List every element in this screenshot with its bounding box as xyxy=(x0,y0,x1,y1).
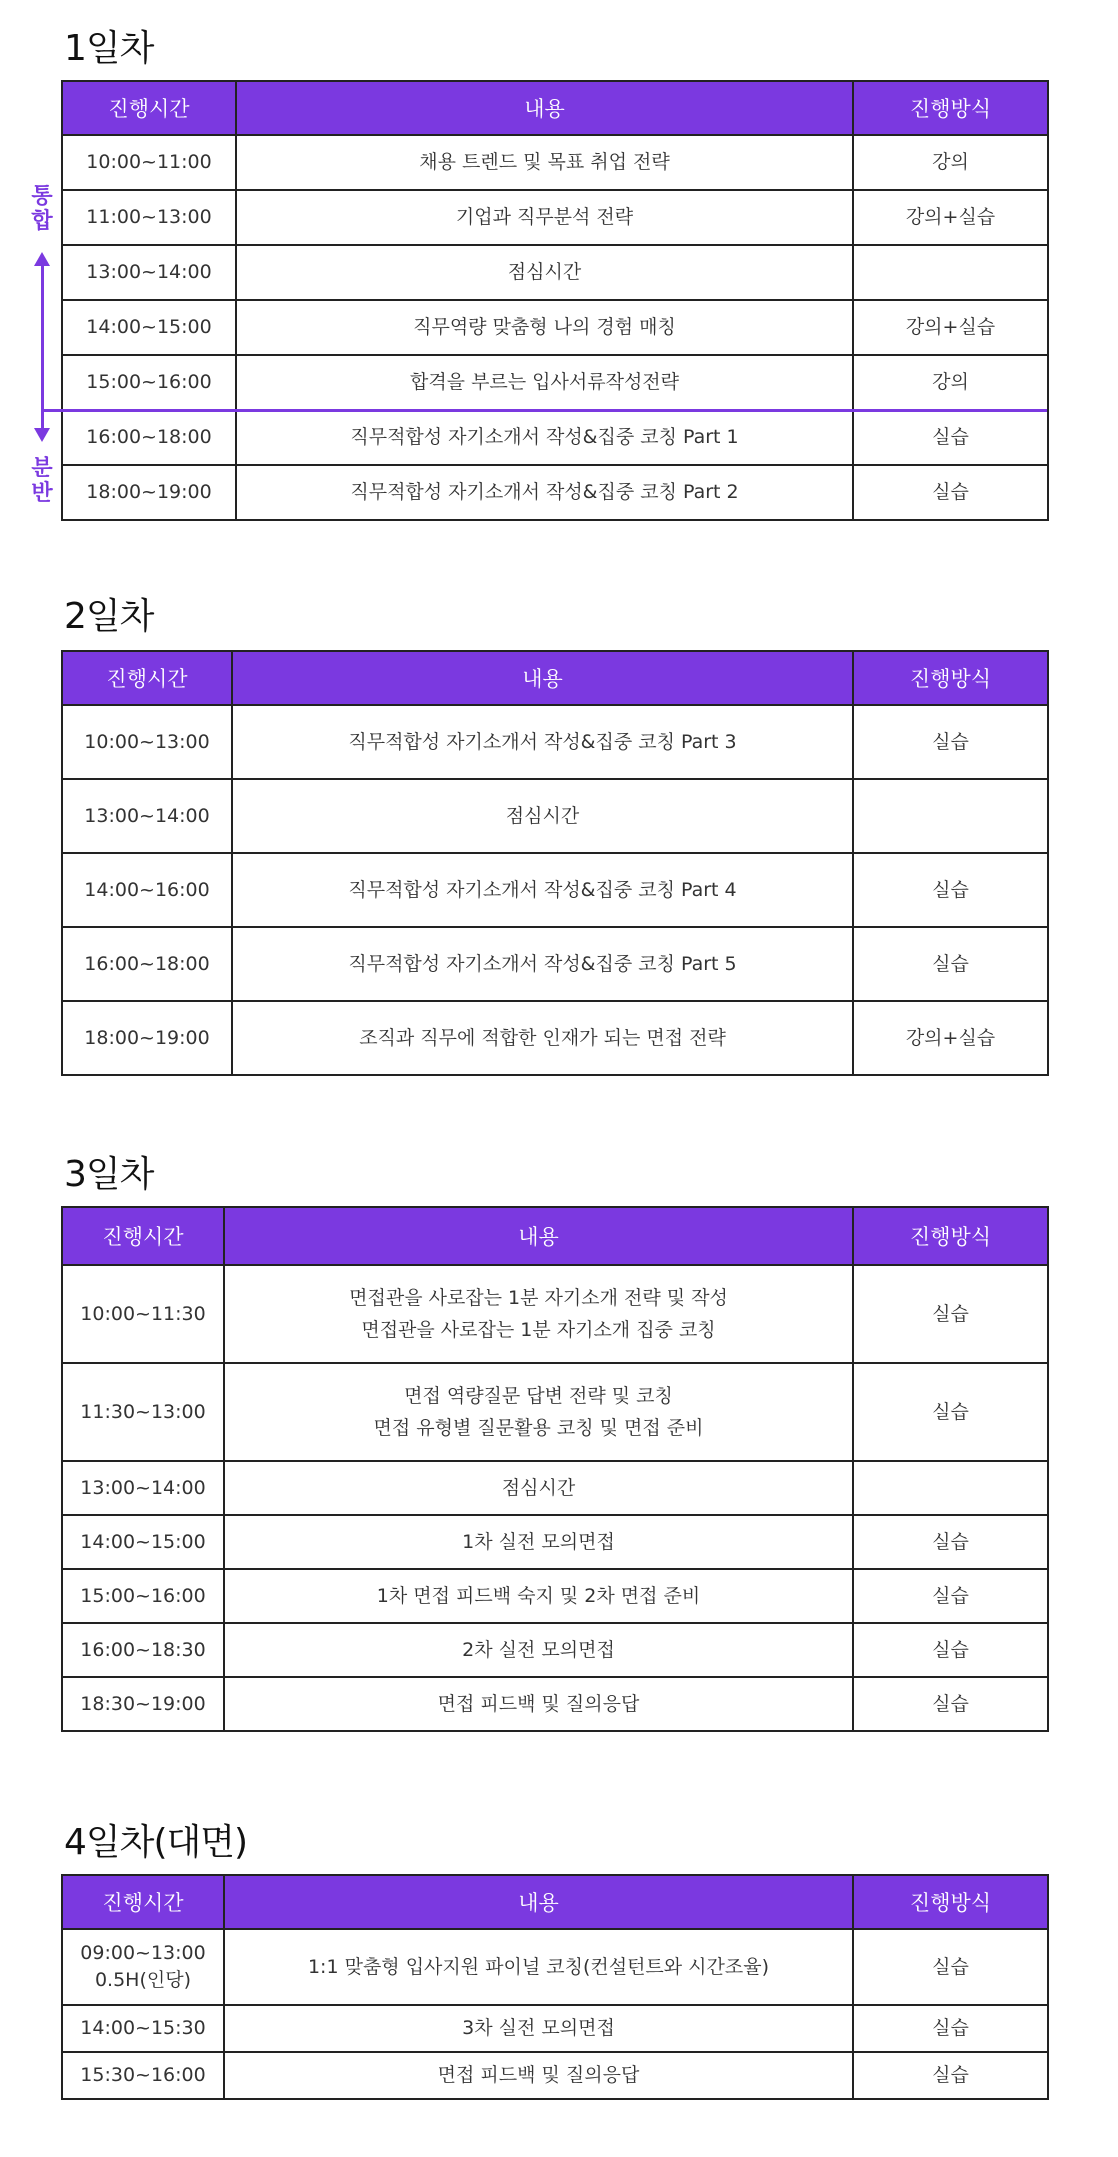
content-cell: 2차 실전 모의면접 xyxy=(224,1623,853,1677)
content-cell: 기업과 직무분석 전략 xyxy=(236,190,853,245)
method-cell: 실습 xyxy=(853,1929,1048,2005)
table-row xyxy=(62,1461,1048,1515)
table-row xyxy=(62,355,1048,410)
header-content: 내용 xyxy=(224,1875,853,1929)
method-cell: 실습 xyxy=(853,1623,1048,1677)
method-cell: 실습 xyxy=(853,1677,1048,1731)
table-row xyxy=(62,1677,1048,1731)
table-header-row xyxy=(62,81,1048,135)
day-4-table xyxy=(61,1874,1049,2100)
table-row xyxy=(62,1569,1048,1623)
table-header-row xyxy=(62,651,1048,705)
method-cell: 실습 xyxy=(853,1569,1048,1623)
content-cell: 조직과 직무에 적합한 인재가 되는 면접 전략 xyxy=(232,1001,853,1075)
method-cell: 실습 xyxy=(853,2052,1048,2099)
table-row xyxy=(62,779,1048,853)
time-cell: 15:30~16:00 xyxy=(62,2052,224,2099)
time-cell: 14:00~15:30 xyxy=(62,2005,224,2052)
method-cell xyxy=(853,779,1048,853)
side-label-split: 분 반 xyxy=(31,456,53,507)
time-cell: 18:30~19:00 xyxy=(62,1677,224,1731)
table-row xyxy=(62,1515,1048,1569)
content-cell: 직무역량 맞춤형 나의 경험 매칭 xyxy=(236,300,853,355)
table-row xyxy=(62,1265,1048,1363)
time-cell: 14:00~15:00 xyxy=(62,1515,224,1569)
time-cell: 18:00~19:00 xyxy=(62,1001,232,1075)
table-row xyxy=(62,927,1048,1001)
day-3-table xyxy=(61,1206,1049,1732)
table-header-row xyxy=(62,1875,1048,1929)
header-time: 진행시간 xyxy=(62,81,236,135)
content-cell: 직무적합성 자기소개서 작성&집중 코칭 Part 5 xyxy=(232,927,853,1001)
time-cell: 15:00~16:00 xyxy=(62,1569,224,1623)
time-cell: 15:00~16:00 xyxy=(62,355,236,410)
table-row xyxy=(62,1001,1048,1075)
table-row xyxy=(62,1929,1048,2005)
table-row xyxy=(62,300,1048,355)
time-cell: 14:00~16:00 xyxy=(62,853,232,927)
content-cell: 1:1 맞춤형 입사지원 파이널 코칭(컨설턴트와 시간조율) xyxy=(224,1929,853,2005)
time-cell: 16:00~18:30 xyxy=(62,1623,224,1677)
table-row xyxy=(62,1623,1048,1677)
content-line: 면접 역량질문 답변 전략 및 코칭 xyxy=(404,1384,673,1407)
content-cell: 면접 피드백 및 질의응답 xyxy=(224,2052,853,2099)
time-cell: 13:00~14:00 xyxy=(62,779,232,853)
time-cell: 13:00~14:00 xyxy=(62,245,236,300)
method-cell: 실습 xyxy=(853,927,1048,1001)
table-row xyxy=(62,1363,1048,1461)
time-cell: 14:00~15:00 xyxy=(62,300,236,355)
table-row xyxy=(62,2052,1048,2099)
method-cell: 실습 xyxy=(853,853,1048,927)
content-cell: 직무적합성 자기소개서 작성&집중 코칭 Part 2 xyxy=(236,465,853,520)
content-cell: 채용 트렌드 및 목표 취업 전략 xyxy=(236,135,853,190)
time-cell: 10:00~11:30 xyxy=(62,1265,224,1363)
content-cell: 점심시간 xyxy=(236,245,853,300)
header-time: 진행시간 xyxy=(62,1207,224,1265)
header-content: 내용 xyxy=(232,651,853,705)
content-cell: 직무적합성 자기소개서 작성&집중 코칭 Part 3 xyxy=(232,705,853,779)
day-1-table xyxy=(61,80,1049,521)
side-label-integrated: 통 합 xyxy=(31,184,53,235)
table-row xyxy=(62,465,1048,520)
time-cell: 13:00~14:00 xyxy=(62,1461,224,1515)
header-method: 진행방식 xyxy=(853,1207,1048,1265)
time-cell: 11:30~13:00 xyxy=(62,1363,224,1461)
content-cell: 3차 실전 모의면접 xyxy=(224,2005,853,2052)
method-cell xyxy=(853,245,1048,300)
time-cell: 10:00~11:00 xyxy=(62,135,236,190)
divider-line xyxy=(41,409,1047,412)
header-content: 내용 xyxy=(236,81,853,135)
content-cell: 면접 피드백 및 질의응답 xyxy=(224,1677,853,1731)
method-cell: 강의 xyxy=(853,135,1048,190)
table-row xyxy=(62,2005,1048,2052)
time-cell: 16:00~18:00 xyxy=(62,927,232,1001)
method-cell: 강의+실습 xyxy=(853,190,1048,245)
content-cell: 직무적합성 자기소개서 작성&집중 코칭 Part 4 xyxy=(232,853,853,927)
method-cell: 실습 xyxy=(853,1265,1048,1363)
time-line: 09:00~13:00 xyxy=(80,1942,206,1965)
day-2-title: 2일차 xyxy=(64,596,154,637)
method-cell: 실습 xyxy=(853,1515,1048,1569)
time-line: 0.5H(인당) xyxy=(94,1969,192,1991)
method-cell: 실습 xyxy=(853,465,1048,520)
header-method: 진행방식 xyxy=(853,651,1048,705)
vertical-connector xyxy=(41,264,44,428)
method-cell: 강의+실습 xyxy=(853,1001,1048,1075)
header-time: 진행시간 xyxy=(62,651,232,705)
day-1-title: 1일차 xyxy=(64,28,154,69)
content-cell: 1차 면접 피드백 숙지 및 2차 면접 준비 xyxy=(224,1569,853,1623)
time-cell: 10:00~13:00 xyxy=(62,705,232,779)
method-cell: 실습 xyxy=(853,705,1048,779)
method-cell: 강의 xyxy=(853,355,1048,410)
content-line: 면접관을 사로잡는 1분 자기소개 집중 코칭 xyxy=(361,1319,716,1341)
header-time: 진행시간 xyxy=(62,1875,224,1929)
content-line: 면접관을 사로잡는 1분 자기소개 전략 및 작성 xyxy=(349,1286,728,1309)
header-method: 진행방식 xyxy=(853,1875,1048,1929)
time-cell: 18:00~19:00 xyxy=(62,465,236,520)
time-cell: 16:00~18:00 xyxy=(62,410,236,465)
arrow-down-icon xyxy=(34,428,50,442)
method-cell: 실습 xyxy=(853,2005,1048,2052)
content-cell: 합격을 부르는 입사서류작성전략 xyxy=(236,355,853,410)
table-row xyxy=(62,190,1048,245)
method-cell: 강의+실습 xyxy=(853,300,1048,355)
content-cell: 1차 실전 모의면접 xyxy=(224,1515,853,1569)
content-cell: 점심시간 xyxy=(232,779,853,853)
method-cell xyxy=(853,1461,1048,1515)
header-content: 내용 xyxy=(224,1207,853,1265)
method-cell: 실습 xyxy=(853,1363,1048,1461)
content-cell: 점심시간 xyxy=(224,1461,853,1515)
day-4-title: 4일차(대면) xyxy=(64,1822,248,1863)
time-cell xyxy=(62,1929,224,2005)
header-method: 진행방식 xyxy=(853,81,1048,135)
content-cell: 직무적합성 자기소개서 작성&집중 코칭 Part 1 xyxy=(236,410,853,465)
table-row xyxy=(62,853,1048,927)
content-cell xyxy=(224,1265,853,1363)
day-3-title: 3일차 xyxy=(64,1154,154,1195)
content-cell xyxy=(224,1363,853,1461)
table-row xyxy=(62,135,1048,190)
method-cell: 실습 xyxy=(853,410,1048,465)
table-row xyxy=(62,245,1048,300)
table-row xyxy=(62,705,1048,779)
table-row xyxy=(62,410,1048,465)
day-2-table xyxy=(61,650,1049,1076)
content-line: 면접 유형별 질문활용 코칭 및 면접 준비 xyxy=(373,1417,704,1439)
table-header-row xyxy=(62,1207,1048,1265)
time-cell: 11:00~13:00 xyxy=(62,190,236,245)
